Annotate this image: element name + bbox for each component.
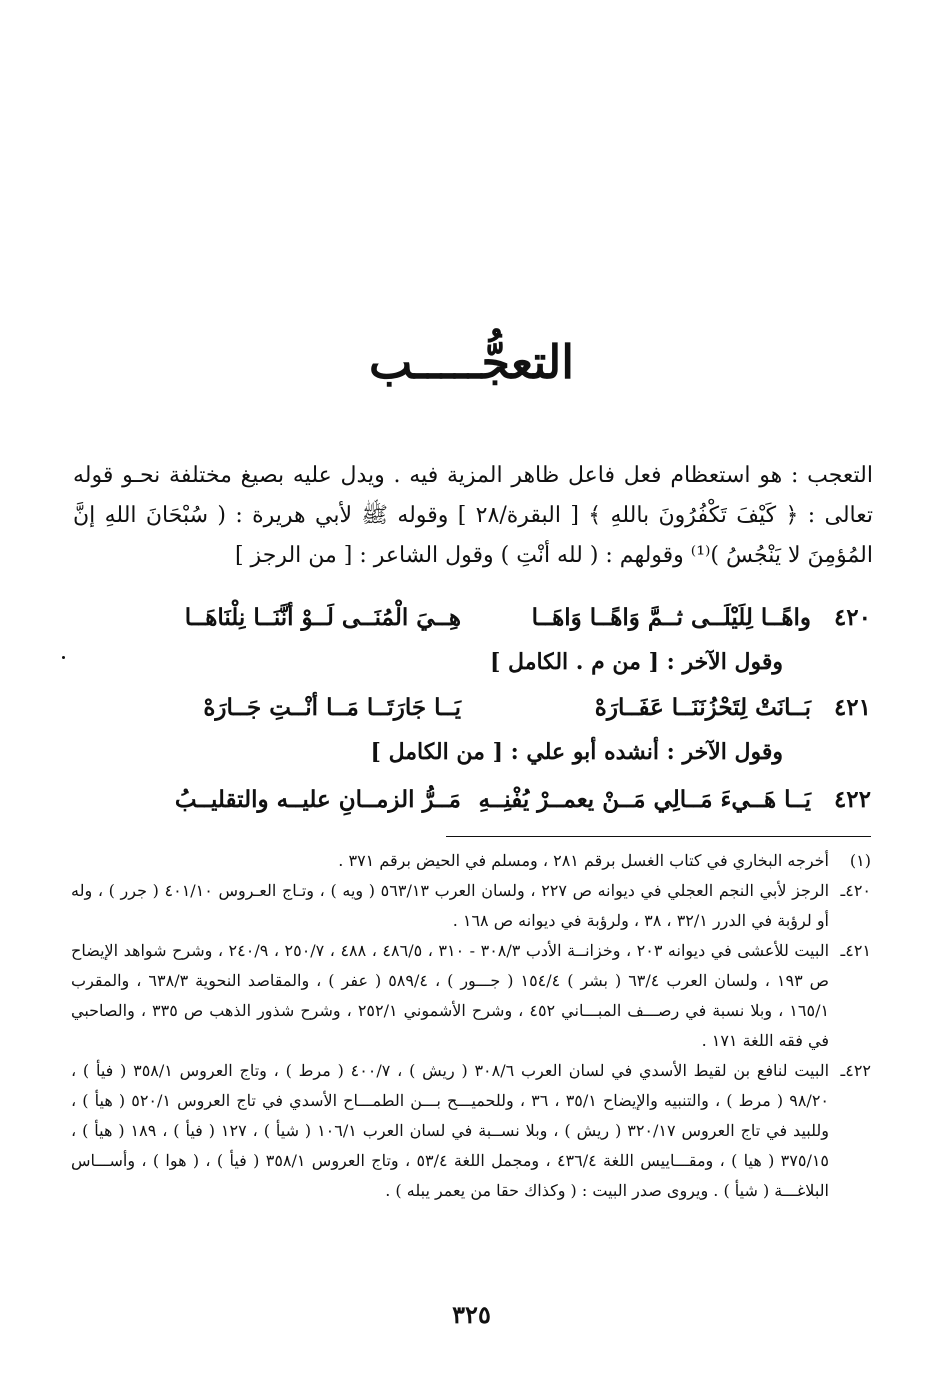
verse-second-hemistich: يَــا جَارَتَــا مَــا أنْــتِ جَــارَهْ [203, 694, 461, 721]
body-paragraph [73, 456, 873, 576]
footnote-text: الرجز لأبي النجم العجلي في ديوانه ص ٢٢٧ ، ولسان العرب ٥٦٣/١٣ ( ويه ) ، وتـاج العـروس ٤٠١/١٠ ( جرر ) ، وله أو لرؤبة في الدرر ٣٢/١ ، ٣٨ ، ولرؤبة في ديوانه ص ١٦٨ . [71, 881, 830, 930]
page-number: ٣٢٥ [452, 1300, 491, 1329]
scan-speck [62, 656, 65, 659]
verse-first-hemistich: يَــا هَــيءَ مَــالِي مَــنْ يعمــرْ يُفْنِــهِ [478, 786, 811, 813]
verse-second-hemistich: هِــيَ الْمُنَــى لَــوْ أنَّنَــا نِلْنَاهَــا [184, 604, 461, 631]
verse-second-hemistich: مَــرُّ الزمــانِ عليــه والتقليــبُ [174, 786, 461, 813]
footnote-number: (١) [849, 851, 871, 870]
verse-intro-422: وقول الآخر : أنشده أبو علي : [ من الكامل ] [370, 739, 783, 765]
footnote-420 [71, 876, 871, 936]
footnote-text: البيت للأعشى في ديوانه ٢٠٣ ، وخزانــة الأدب ٣٠٨/٣ - ٣١٠ ، ٤٨٦/٥ ، ٤٨٨ ، ٢٥٠/٧ ، ٢٤٠/٩ ، وشرح شواهد الإيضاح ص ١٩٣ ، ولسان العرب ٦٣/٤ ( بشر ) ١٥٤/٤ ( جـــور ) ، ٥٨٩/٤ ( عفر ) ، والمقاصد النحوية ٦٣٨/٣ ، والمقرب ١٦٥/١ ، وبلا نسبة في رصـــف المبـــاني ٤٥٢ ، وشرح الأشموني ٢٥٢/١ ، وشرح شذور الذهب ص ٣٣٥ ، والصاحبي في فقه اللغة ١٧١ . [71, 941, 830, 1050]
body-paragraph-text: التعجب : هو استعظام فعل فاعل ظاهر المزية فيه . ويدل عليه بصيغ مختلفة نحـو قوله تعالى : ﴿ كَيْفَ تَكْفُرُونَ باللهِ ﴾ [ البقرة/٢٨ ] وقوله ﷺ لأبي هريرة : ( سُبْحَانَ اللهِ إنَّ المُؤمِنَ لا يَنْجُسُ )⁽¹⁾ وقولهم : ( لله أنْتِ ) وقول الشاعر : [ من الرجز ] [73, 463, 873, 568]
footnote-divider [446, 836, 871, 837]
footnote-421 [71, 936, 871, 1056]
footnote-text: البيت لنافع بن لقيط الأسدي في لسان العرب ٣٠٨/٦ ( ريش ) ، ٤٠٠/٧ ( مرط ) ، وتاج العروس ٣٥٨/١ ( فيأ ) ، ٩٨/٢٠ ( مرط ) ، والتنبيه والإيضاح ٣٥/١ ، ٣٦ ، وللحميـــح بـــن الطمـــاح الأسدي في تاج العروس ٥٢٠/١ ( هيأ ) ، وللبيد في تاج العروس ٣٢٠/١٧ ( ريش ) ، وبلا نســبة في لسان العرب ١٠٦/١ ( شيأ ) ، ١٢٧ ( فيأ ) ، ١٨٩ ( هيأ ) ، ٣٧٥/١٥ ( هيا ) ، ومقـــاييس اللغة ٤٣٦/٤ ، ومجمل اللغة ٥٣/٤ ، وتاج العروس ٣٥٨/١ ( فيأ ) ، ( هوا ) ، وأســـاس البلاغـــة ( شيأ ) . ويروى صدر البيت : ( وكذاك حقا من يعمر يبله ) . [71, 1061, 830, 1200]
verse-first-hemistich: واهًــا لِلَيْلَــى ثــمَّ وَاهًــا وَاهَــا [531, 604, 811, 631]
verse-421 [71, 686, 871, 730]
verse-number: ٤٢١ [833, 694, 871, 721]
footnote-number: ٤٢٢ـ [840, 1061, 871, 1080]
verse-420 [71, 596, 871, 640]
verse-intro-421: وقول الآخر : [ من م . الكامل ] [489, 649, 783, 675]
footnote-1 [71, 846, 871, 876]
footnotes [71, 846, 871, 1206]
verse-number: ٤٢٠ [833, 604, 871, 631]
footnote-number: ٤٢١ـ [840, 941, 871, 960]
footnote-422 [71, 1056, 871, 1206]
verse-422 [71, 778, 871, 822]
chapter-title: التعجُّـــــب [368, 335, 575, 389]
footnote-text: أخرجه البخاري في كتاب الغسل برقم ٢٨١ ، ومسلم في الحيض برقم ٣٧١ . [338, 851, 829, 870]
footnote-number: ٤٢٠ـ [840, 881, 871, 900]
verse-first-hemistich: بَــانَتْ لِتَحْزُنَنَــا عَفَــارَهْ [594, 694, 811, 721]
verse-number: ٤٢٢ [833, 786, 871, 813]
